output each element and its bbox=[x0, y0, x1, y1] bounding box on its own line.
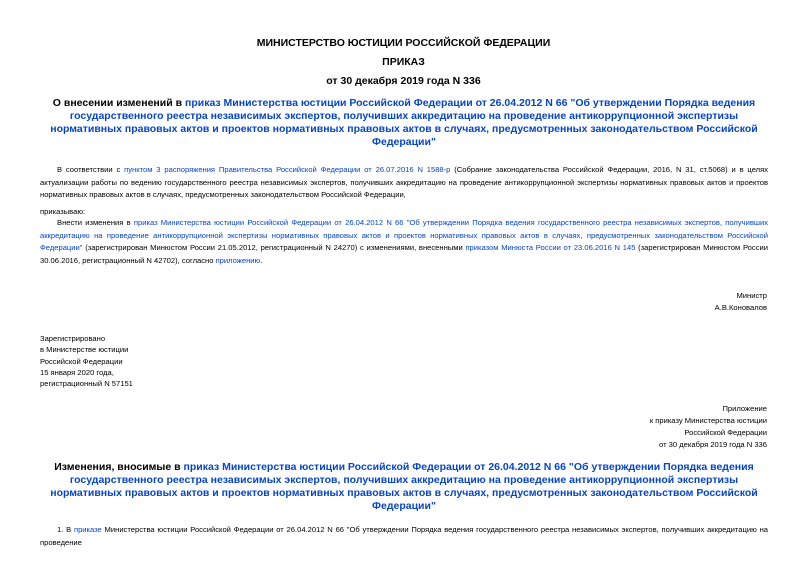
registration-line: регистрационный N 57151 bbox=[40, 379, 133, 389]
item-1 bbox=[40, 524, 768, 547]
item1-text2: Министерства юстиции Российской Федерации от 26.04.2012 N 66 "Об утверждении Порядка ведения государственного реестра независимых экспертов, получивших аккредитацию на проведение bbox=[40, 525, 768, 547]
para2-link1[interactable]: приказ Министерства юстиции Российской Федерации от 26.04.2012 N 66 "Об утверждении Порядка ведения государственного реестра независимых экспертов, получивших аккредитацию на проведение антикоррупционной экспертизы нормативных правовых актов и проектов нормативных правовых актов в случаях, предусмотренных законодательством Российской Федерации" bbox=[40, 218, 768, 252]
appendix-block bbox=[650, 403, 767, 451]
order-word: приказываю: bbox=[40, 207, 86, 216]
registration-line: Зарегистрировано bbox=[40, 334, 106, 343]
document-title bbox=[50, 97, 758, 149]
paragraph-changes bbox=[40, 217, 768, 267]
changes-title-prefix: Изменения, вносимые в bbox=[54, 461, 184, 473]
para2-text2: (зарегистрирован Минюстом России 21.05.2012, регистрационный N 24270) с изменениями, внесенными bbox=[82, 243, 466, 252]
para2-link2[interactable]: приказом Минюста России от 23.06.2016 N 145 bbox=[465, 243, 636, 252]
para1-text1: В соответствии с bbox=[57, 165, 125, 174]
paragraph-basis bbox=[40, 164, 768, 202]
registration-line: в Министерстве юстиции bbox=[40, 345, 129, 355]
appendix-line: Российской Федерации bbox=[684, 428, 767, 437]
item1-text1: 1. В bbox=[57, 525, 74, 534]
changes-title-link[interactable]: приказ Министерства юстиции Российской Федерации от 26.04.2012 N 66 "Об утверждении Порядка ведения государственного реестра независимых экспертов, получивших аккредитацию на проведение антикоррупционной экспертизы нормативных правовых актов и проектов нормативных правовых актов в случаях, предусмотренных законодательством Российской Федерации" bbox=[50, 461, 758, 512]
doc-type-heading: ПРИКАЗ bbox=[382, 56, 425, 68]
registration-line: Российской Федерации bbox=[40, 356, 123, 366]
title-link[interactable]: приказ Министерства юстиции Российской Федерации от 26.04.2012 N 66 "Об утверждении Порядка ведения государственного реестра независимых экспертов, получивших аккредитацию на проведение антикоррупционной экспертизы нормативных правовых актов и проектов нормативных правовых актов в случаях, предусмотренных законодательством Российской Федерации" bbox=[50, 97, 758, 148]
signature-name: А.В.Коновалов bbox=[714, 303, 767, 312]
para2-text3: (зарегистрирован Минюстом России 30.06.2016, регистрационный N 42702), согласно bbox=[40, 243, 768, 265]
para1-text2: (Собрание законодательства Российской Федерации, 2016, N 31, ст.5068) и в целях актуализации работы по ведению государственного реестра независимых экспертов, получивших аккредитацию на проведение антикоррупционной экспертизы нормативных правовых актов и проектов нормативных правовых актов в случаях, предусмотренных законодательством Российской Федерации, bbox=[40, 165, 769, 199]
registration-block bbox=[40, 333, 133, 389]
para1-link1[interactable]: пунктом 3 распоряжения Правительства Российской Федерации от 26.07.2016 N 1588-р bbox=[124, 165, 451, 174]
title-prefix: О внесении изменений в bbox=[52, 97, 185, 109]
signature-position: Министр bbox=[736, 291, 767, 300]
para2-link3[interactable]: приложению bbox=[215, 255, 261, 265]
para2-text1: Внести изменения в bbox=[57, 218, 134, 227]
registration-line: 15 января 2020 года, bbox=[40, 367, 114, 377]
ministry-heading: МИНИСТЕРСТВО ЮСТИЦИИ РОССИЙСКОЙ ФЕДЕРАЦИИ bbox=[256, 37, 551, 49]
appendix-line: от 30 декабря 2019 года N 336 bbox=[659, 440, 767, 449]
changes-title bbox=[50, 461, 758, 513]
item1-link1[interactable]: приказе bbox=[73, 525, 102, 534]
para2-text4: . bbox=[260, 255, 263, 265]
appendix-line: Приложение bbox=[722, 404, 767, 413]
appendix-line: к приказу Министерства юстиции bbox=[649, 416, 767, 425]
date-number-heading: от 30 декабря 2019 года N 336 bbox=[326, 75, 481, 87]
signature-block bbox=[715, 290, 767, 314]
